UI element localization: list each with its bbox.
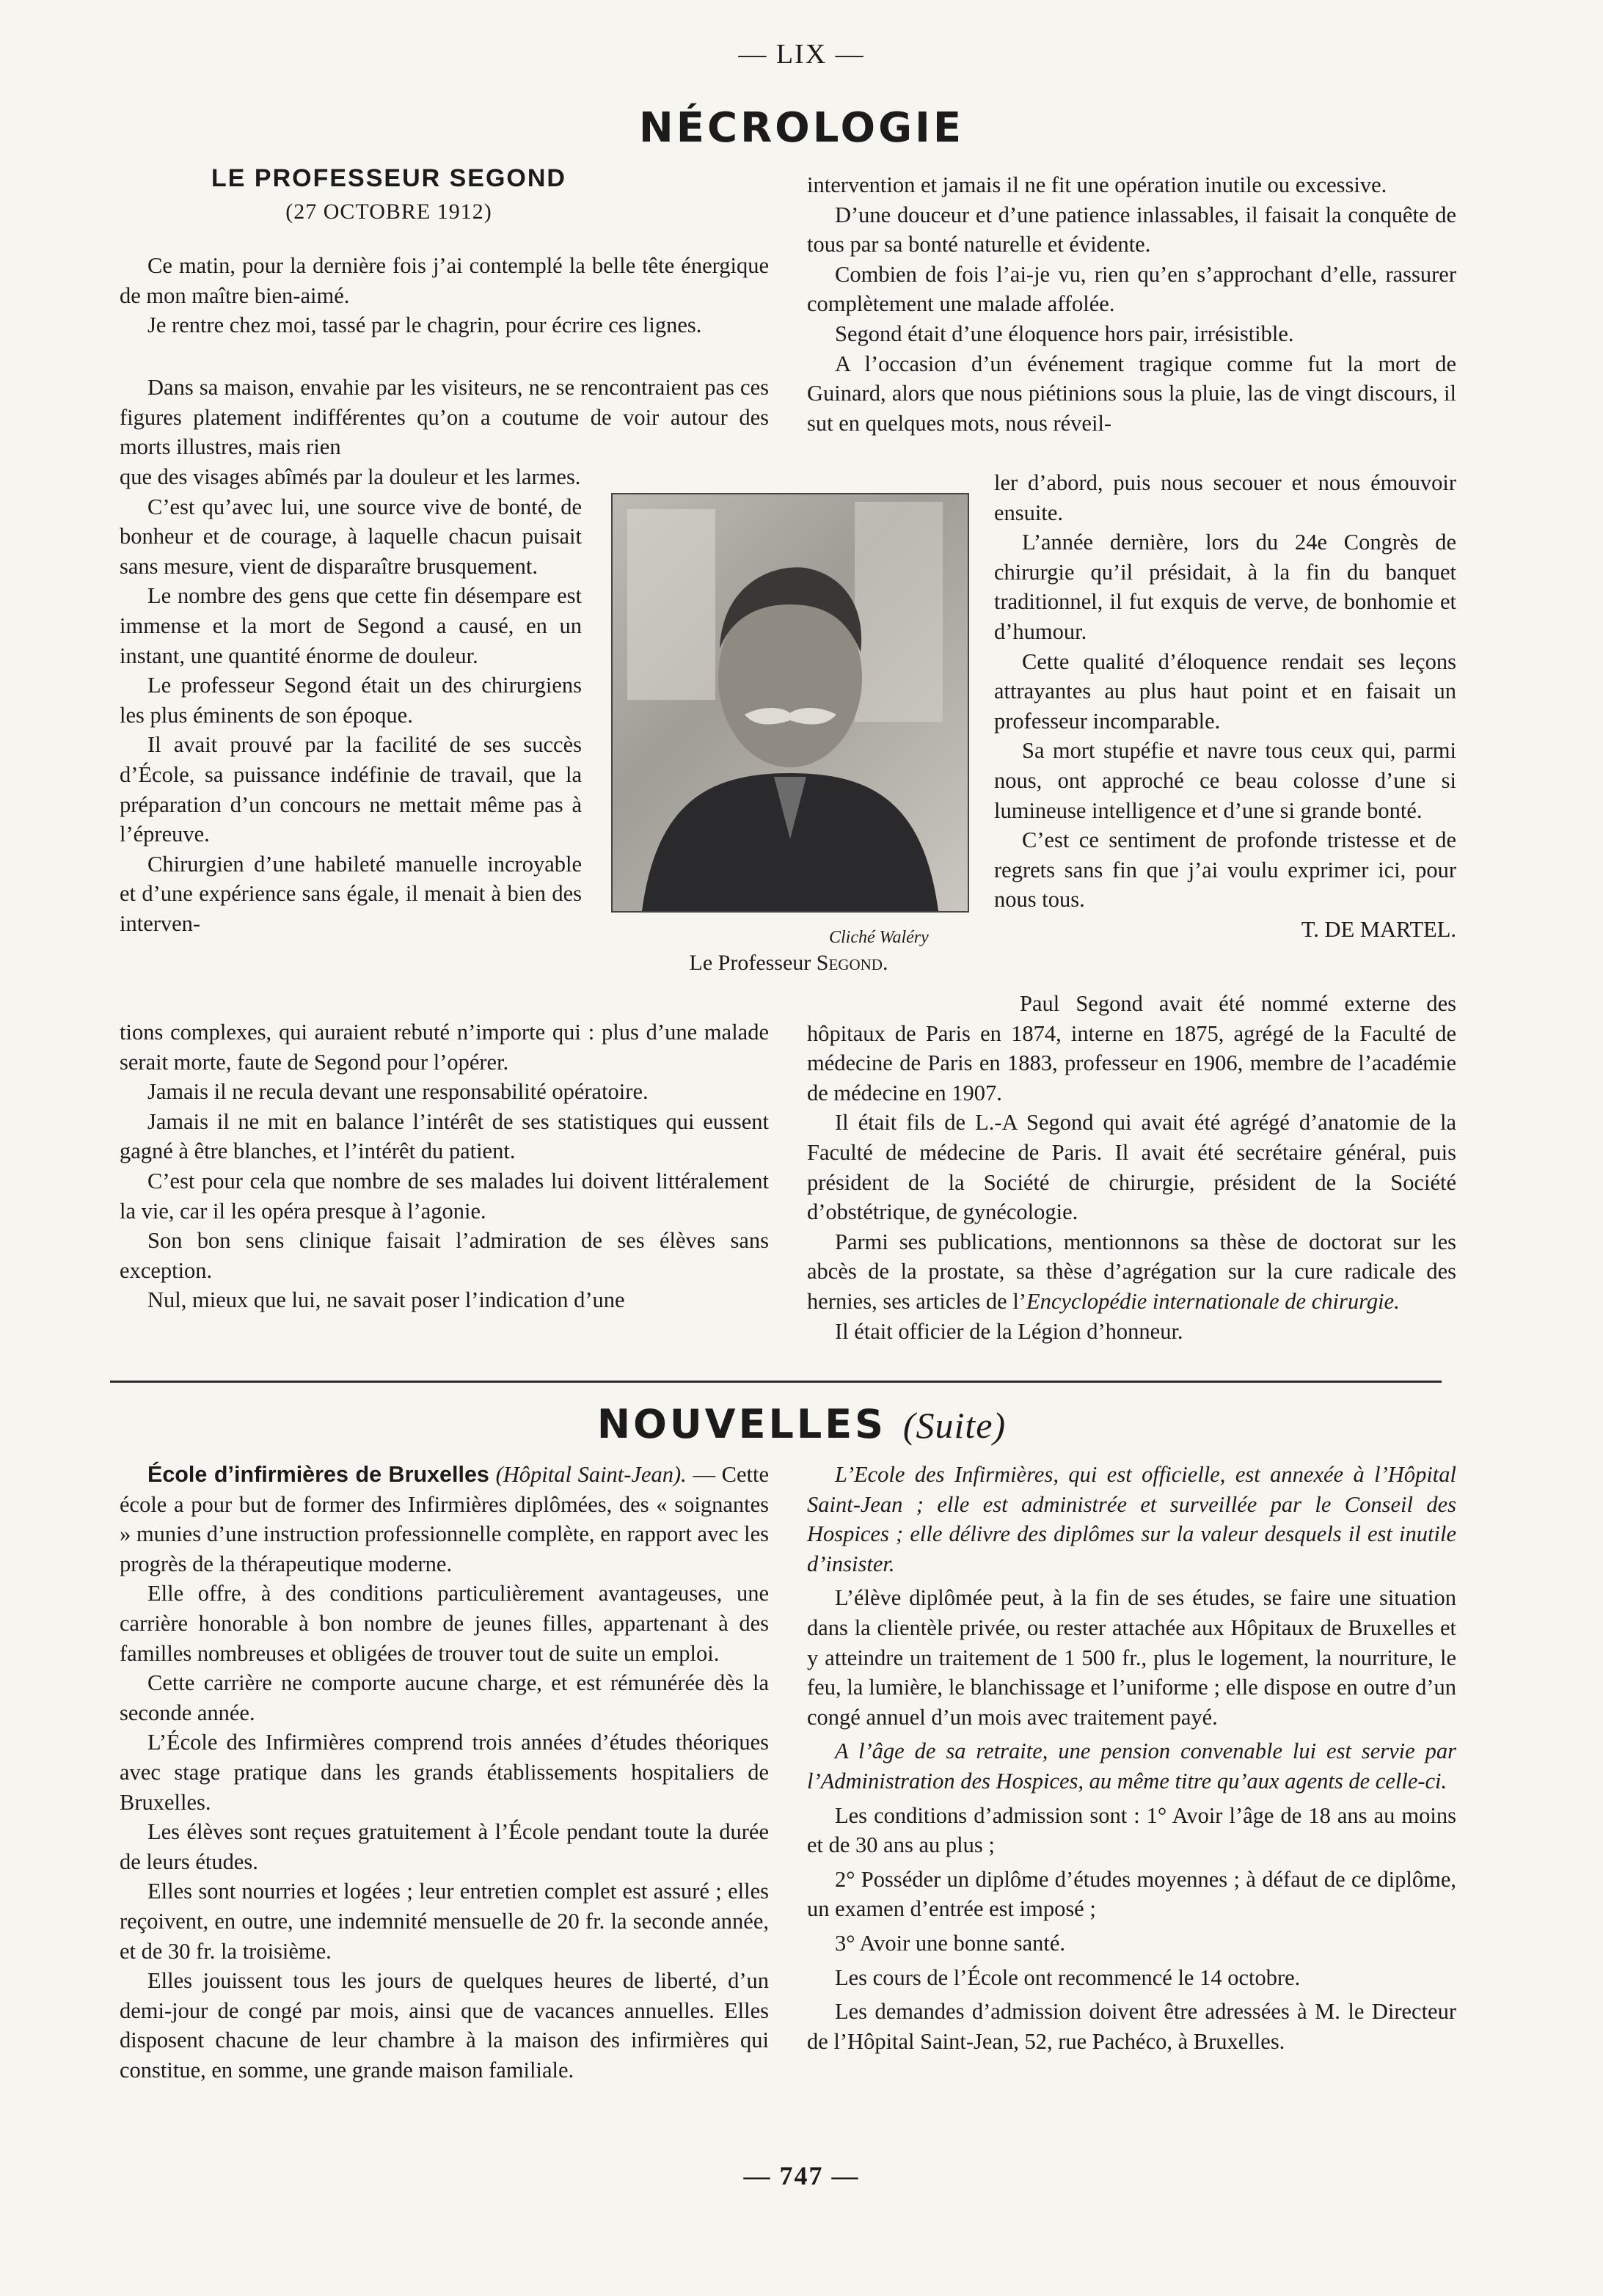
portrait-illustration: [613, 494, 968, 911]
paragraph: A l’âge de sa retraite, une pension convenable lui est servie par l’Administration des Hospices, au même titre qu’aux agents de celle-ci.: [807, 1739, 1456, 1794]
section-divider: [110, 1381, 1442, 1383]
paragraph: Les demandes d’admission doivent être adressées à M. le Directeur de l’Hôpital Saint-Jean, 52, rue Pachéco, à Bruxelles.: [807, 1999, 1456, 2054]
photo-credit: Cliché Waléry: [829, 928, 929, 947]
paragraph: C’est ce sentiment de profonde tristesse et de regrets sans fin que j’ai voulu exprimer ici, pour nous tous.: [994, 827, 1456, 913]
paragraph: Les conditions d’admission sont : 1° Avoir l’âge de 18 ans au moins et de 30 ans au plus ;: [807, 1802, 1456, 1858]
paragraph: Cette qualité d’éloquence rendait ses leçons attrayantes au plus haut point et en faisait un professeur incomparable.: [994, 648, 1456, 734]
paragraph: Son bon sens clinique faisait l’admiration de ses élèves sans exception.: [120, 1228, 769, 1283]
article-col1-top: [120, 251, 769, 340]
news-col2: [807, 1460, 1456, 2056]
paragraph: Paul Segond avait été nommé externe des hôpitaux de Paris en 1874, interne en 1875, agrégé de la Faculté de médecine de Paris en 1883, professeur en 1906, membre de l’académie de médecine en 1907.: [807, 991, 1456, 1105]
article-col2-narrow: [994, 468, 1456, 945]
paragraph: L’élève diplômée peut, à la fin de ses études, se faire une situation dans la clientèle privée, ou rester attachée aux Hôpitaux de Bruxelles et y atteindre un traitement de 1 500 fr., plus le logement, la nourriture, le feu, la lumière, le blanchissage et l’uniforme ; elle dispose en outre d’un congé annuel d’un mois avec traitement payé.: [807, 1585, 1456, 1730]
paragraph: L’Ecole des Infirmières, qui est officielle, est annexée à l’Hôpital Saint-Jean ; elle est administrée et surveillée par le Conseil des Hospices ; elle délivre des diplômes sur la valeur desquels il est inutile d’insister.: [807, 1462, 1456, 1576]
article-col1-narrow: [120, 462, 582, 939]
portrait-photo: [611, 493, 969, 913]
paragraph: Les cours de l’École ont recommencé le 14 octobre.: [835, 1964, 1301, 1990]
paragraph: C’est pour cela que nombre de ses malades lui doivent littéralement la vie, car il les opéra presque à l’agonie.: [120, 1168, 769, 1224]
paragraph: Chirurgien d’une habileté manuelle incroyable et d’une expérience sans égale, il menait à bien des interven-: [120, 851, 582, 936]
paragraph: 2° Posséder un diplôme d’études moyennes ; à défaut de ce diplôme, un examen d’entrée est imposé ;: [807, 1866, 1456, 1922]
paragraph: Nul, mieux que lui, ne savait poser l’indication d’une: [147, 1287, 625, 1313]
paragraph: Segond était d’une éloquence hors pair, irrésistible.: [835, 321, 1294, 346]
article-bio: [807, 989, 1456, 1346]
paragraph: Il était officier de la Légion d’honneur.: [835, 1318, 1183, 1344]
article-col1-bottom: [120, 1017, 769, 1315]
section-title-nouvelles: [0, 1401, 1603, 1447]
paragraph: Le nombre des gens que cette fin désempare est immense et la mort de Segond a causé, en un instant, une quantité énorme de douleur.: [120, 583, 582, 668]
page-number: — 747 —: [743, 2161, 860, 2190]
news-heading-place: (Hôpital Saint-Jean).: [495, 1462, 687, 1487]
paragraph: Elles jouissent tous les jours de quelques heures de liberté, d’un demi-jour de congé par mois, ainsi que de vacances annuelles. Elles disposent chacune de leur chambre à la maison des infirmières qui constitue, en somme, une grande maison familiale.: [120, 1968, 769, 2083]
paragraph: Sa mort stupéfie et navre tous ceux qui, parmi nous, ont approché ce beau colosse d’une si lumineuse intelligence et d’une si grande bonté.: [994, 738, 1456, 823]
paragraph: 3° Avoir une bonne santé.: [835, 1930, 1066, 1956]
article-title: LE PROFESSEUR SEGOND: [211, 164, 566, 192]
paragraph: Elles sont nourries et logées ; leur entretien complet est assuré ; elles reçoivent, en outre, une indemnité mensuelle de 20 fr. la seconde année, et de 30 fr. la troisième.: [120, 1879, 769, 1964]
paragraph: ler d’abord, puis nous secouer et nous émouvoir ensuite.: [994, 470, 1456, 525]
paragraph: C’est qu’avec lui, une source vive de bonté, de bonheur et de courage, à laquelle chacun puisait sans mesure, vient de disparaître brusquement.: [120, 494, 582, 579]
paragraph: Il avait prouvé par la facilité de ses succès d’École, sa puissance indéfinie de travail, que la préparation d’un concours ne mettait même pas à l’épreuve.: [120, 732, 582, 847]
paragraph: D’une douceur et d’une patience inlassables, il faisait la conquête de tous par sa bonté naturelle et évidente.: [807, 202, 1456, 257]
paragraph: Jamais il ne mit en balance l’intérêt de ses statistiques qui eussent gagné à être blanches, et l’intérêt du patient.: [120, 1108, 769, 1164]
paragraph: Dans sa maison, envahie par les visiteurs, ne se rencontraient pas ces figures platement indifférentes qu’on a coutume de voir autour des morts illustres, mais rien: [120, 375, 769, 460]
paragraph: Il était fils de L.-A Segond qui avait été agrégé d’anatomie de la Faculté de médecine de Paris. Il avait été secrétaire général, puis président de la Société de chirurgie, président de la Société d’obstétrique, de gynécologie.: [807, 1110, 1456, 1225]
paragraph: tions complexes, qui auraient rebuté n’importe qui : plus d’une malade serait morte, faute de Segond pour l’opérer.: [120, 1020, 769, 1075]
paragraph: Cette carrière ne comporte aucune charge, et est rémunérée dès la seconde année.: [120, 1670, 769, 1725]
article-col1-p3a: [120, 373, 769, 462]
paragraph: L’année dernière, lors du 24e Congrès de chirurgie qu’il présidait, à la fin du banquet traditionnel, il fut exquis de verve, de bonhomie et d’humour.: [994, 530, 1456, 644]
bio-publication-title: Encyclopédie internationale de chirurgie.: [1026, 1288, 1400, 1314]
running-head: — LIX —: [738, 39, 865, 70]
paragraph: Jamais il ne recula devant une responsabilité opératoire.: [147, 1079, 649, 1105]
paragraph: Le professeur Segond était un des chirurgiens les plus éminents de son époque.: [120, 673, 582, 728]
paragraph: intervention et jamais il ne fit une opération inutile ou excessive.: [807, 172, 1387, 197]
article-col2-top: [807, 170, 1456, 438]
paragraph: que des visages abîmés par la douleur et les larmes.: [120, 464, 581, 489]
news-col1: [120, 1460, 769, 2085]
news-heading: École d’infirmières de Bruxelles: [147, 1462, 489, 1487]
section-title-text: NOUVELLES: [596, 1401, 887, 1447]
photo-caption: Le Professeur Segond.: [689, 951, 888, 975]
paragraph: Combien de fois l’ai-je vu, rien qu’en s’approchant d’elle, rassurer complètement une malade affolée.: [807, 261, 1456, 317]
paragraph: A l’occasion d’un événement tragique comme fut la mort de Guinard, alors que nous piétinions sous la pluie, las de vingt discours, il sut en quelques mots, nous réveil-: [807, 351, 1456, 436]
signature: T. DE MARTEL.: [1301, 916, 1456, 942]
section-title-suite: (Suite): [902, 1405, 1007, 1446]
article-date: (27 OCTOBRE 1912): [285, 200, 492, 224]
paragraph: Les élèves sont reçues gratuitement à l’École pendant toute la durée de leurs études.: [120, 1819, 769, 1874]
paragraph: Ce matin, pour la dernière fois j’ai contemplé la belle tête énergique de mon maître bien-aimé.: [120, 253, 769, 308]
bio-publications: Parmi ses publications, mentionnons sa thèse de doctorat sur les abcès de la prostate, sa thèse d’agrégation sur la cure radicale des hernies, ses articles de l’: [807, 1229, 1456, 1314]
paragraph: [120, 1460, 769, 1579]
section-title-necrologie: NÉCROLOGIE: [638, 104, 965, 152]
paragraph: L’École des Infirmières comprend trois années d’études théoriques avec stage pratique dans les grands établissements hospitaliers de Bruxelles.: [120, 1730, 769, 1815]
news-intro: — Cette école a pour but de former des Infirmières diplômées, des « soignantes » munies d’une instruction professionnelle complète, en rapport avec les progrès de la thérapeutique moderne.: [120, 1462, 769, 1576]
paragraph: Je rentre chez moi, tassé par le chagrin, pour écrire ces lignes.: [147, 312, 702, 338]
paragraph: [807, 1227, 1456, 1317]
paragraph: Elle offre, à des conditions particulièrement avantageuses, une carrière honorable à bon nombre de jeunes filles, appartenant à des familles nombreuses et obligées de trouver tout de suite un emploi.: [120, 1581, 769, 1666]
